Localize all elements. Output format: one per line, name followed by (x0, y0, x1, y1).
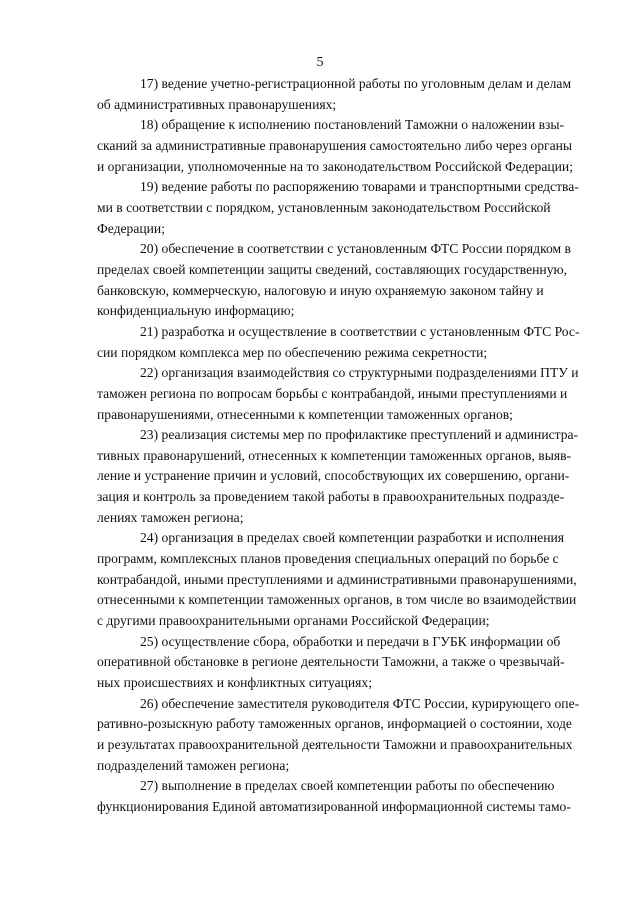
paragraph (97, 322, 580, 363)
text-line: 18) обращение к исполнению постановлений Таможни о наложении взы- (140, 117, 565, 133)
paragraph (97, 363, 579, 425)
text-line: отнесенными к компетенции таможенных органов, в том числе во взаимодействии (97, 592, 577, 608)
text-line: ных происшествиях и конфликтных ситуациях; (97, 675, 372, 691)
text-line: правонарушениями, отнесенными к компетенции таможенных органов; (97, 406, 513, 422)
text-line: пределах своей компетенции защиты сведений, составляющих государственную, (97, 261, 568, 277)
text-line: 25) осуществление сбора, обработки и передачи в ГУБК информации об (140, 633, 561, 649)
text-line: 23) реализация системы мер по профилактике преступлений и администра- (140, 427, 579, 443)
text-line: 21) разработка и осуществление в соответствии с установленным ФТС Рос- (140, 323, 580, 339)
text-line: зация и контроль за проведением такой работы в правоохранительных подразде- (97, 489, 565, 505)
paragraph (97, 115, 573, 177)
paragraph (97, 74, 572, 115)
text-line: лениях таможен региона; (97, 509, 244, 525)
text-line: 19) ведение работы по распоряжению товарами и транспортными средства- (140, 179, 579, 195)
text-line: 24) организация в пределах своей компетенции разработки и исполнения (140, 530, 564, 546)
text-line: контрабандой, иными преступлениями и административными правонарушениями, (97, 571, 577, 587)
text-line: таможен региона по вопросам борьбы с контрабандой, иными преступлениями и (97, 385, 568, 401)
paragraph (97, 632, 565, 694)
paragraph (97, 177, 579, 239)
paragraph (97, 776, 571, 817)
text-line: 26) обеспечение заместителя руководителя ФТС России, курирующего опе- (140, 695, 580, 711)
text-line: конфиденциальную информацию; (97, 303, 295, 319)
text-line: 20) обеспечение в соответствии с установленным ФТС России порядком в (140, 241, 571, 257)
text-line: с другими правоохранительными органами Российской Федерации; (97, 613, 490, 629)
text-line: ми в соответствии с порядком, установленным законодательством Российской (97, 199, 551, 215)
paragraph (97, 425, 579, 528)
paragraph (97, 694, 580, 777)
text-line: об административных правонарушениях; (97, 96, 337, 112)
text-line: сканий за административные правонарушения самостоятельно либо через органы (97, 137, 573, 153)
text-line: 22) организация взаимодействия со структурными подразделениями ПТУ и (140, 365, 579, 381)
text-line: банковскую, коммерческую, налоговую и иную охраняемую законом тайну и (97, 282, 544, 298)
text-line: и результатах правоохранительной деятельности Таможни и правоохранительных (97, 737, 573, 752)
text-line: оперативной обстановке в регионе деятельности Таможни, а также о чрезвычай- (97, 654, 565, 670)
text-line: 27) выполнение в пределах своей компетенции работы по обеспечению (140, 778, 555, 794)
text-line: сии порядком комплекса мер по обеспечению режима секретности; (97, 344, 488, 360)
paragraph (97, 528, 577, 631)
page-number: 5 (316, 55, 324, 70)
paragraph (97, 239, 571, 322)
text-line: подразделений таможен региона; (97, 757, 290, 773)
text-line: Федерации; (97, 220, 165, 236)
text-line: ративно-розыскную работу таможенных органов, информацией о состоянии, ходе (97, 716, 572, 732)
text-line: тивных правонарушений, отнесенных к компетенции таможенных органов, выяв- (97, 447, 572, 463)
document-body (97, 74, 580, 818)
text-line: функционирования Единой автоматизированной информационной системы тамо- (97, 798, 571, 814)
text-line: ление и устранение причин и условий, способствующих их совершению, органи- (97, 468, 570, 484)
text-line: 17) ведение учетно-регистрационной работы по уголовным делам и делам (140, 76, 572, 91)
text-line: программ, комплексных планов проведения специальных операций по борьбе с (97, 551, 559, 567)
text-line: и организации, уполномоченные на то законодательством Российской Федерации; (97, 158, 573, 174)
